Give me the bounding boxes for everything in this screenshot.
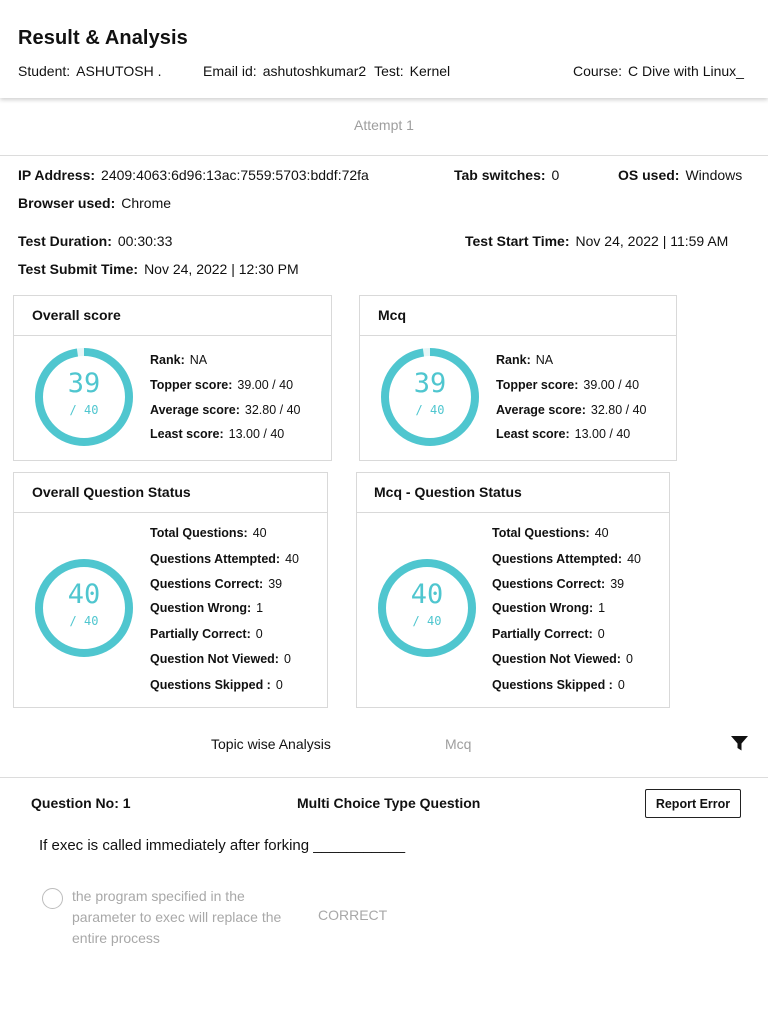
stat-total-questions: Total Questions: 40: [150, 526, 267, 540]
stat-rank: Rank: NA: [496, 353, 554, 367]
attempt-tab[interactable]: Attempt 1: [354, 117, 414, 133]
stat-skipped: Questions Skipped : 0: [492, 678, 625, 692]
ring-value: 40: [67, 579, 101, 610]
stat-average: Average score: 32.80 / 40: [150, 403, 301, 417]
overall-score-card: [13, 295, 332, 461]
stat-not-viewed: Question Not Viewed: 0: [150, 652, 291, 666]
tab-switches: [454, 167, 559, 183]
duration-value: 00:30:33: [117, 233, 173, 249]
topic-selector[interactable]: Mcq: [445, 736, 472, 752]
duration-label: Test Duration:: [18, 233, 112, 249]
test-label: Test:: [374, 63, 404, 79]
stat-skipped: Questions Skipped : 0: [150, 678, 283, 692]
score-ring: [33, 346, 135, 448]
question-number: Question No: 1: [31, 795, 131, 811]
stat-wrong: Question Wrong: 1: [150, 601, 264, 615]
stat-topper: Topper score: 39.00 / 40: [150, 378, 294, 392]
stat-not-viewed: Question Not Viewed: 0: [492, 652, 633, 666]
ring-total: / 40: [69, 614, 99, 628]
mcq-question-status-card: [356, 472, 670, 708]
stat-attempted: Questions Attempted: 40: [492, 552, 642, 566]
stat-partially-correct: Partially Correct: 0: [492, 627, 605, 641]
ip-label: IP Address:: [18, 167, 96, 183]
ring-total: / 40: [412, 614, 442, 628]
test-value: Kernel: [409, 63, 451, 79]
ring-value: 39: [67, 368, 101, 399]
stat-rank: Rank: NA: [150, 353, 208, 367]
attempt-bar: [0, 98, 768, 156]
ring-value: 39: [413, 368, 447, 399]
filter-icon[interactable]: [731, 736, 748, 751]
ring-total: / 40: [69, 403, 99, 417]
tab-switches-value: 0: [551, 167, 560, 183]
course-value: C Dive with Linux_: [628, 63, 744, 79]
stat-total-questions: Total Questions: 40: [492, 526, 609, 540]
stat-topper: Topper score: 39.00 / 40: [496, 378, 640, 392]
submit-value: Nov 24, 2022 | 12:30 PM: [144, 261, 299, 277]
option-text: the program specified in the parameter to exec will replace the entire process: [72, 888, 282, 946]
course-label: Course:: [573, 63, 623, 79]
stat-partially-correct: Partially Correct: 0: [150, 627, 263, 641]
card-title: Overall score: [14, 296, 331, 336]
option-status: CORRECT: [318, 907, 388, 923]
test-start-time: [465, 233, 728, 249]
course-info: [573, 63, 744, 79]
card-title: Mcq: [360, 296, 676, 336]
student-info: [18, 63, 161, 79]
test-submit-time: [18, 261, 299, 277]
report-error-button[interactable]: Report Error: [645, 789, 741, 818]
stat-least: Least score: 13.00 / 40: [496, 427, 631, 441]
test-duration: [18, 233, 172, 249]
stat-least: Least score: 13.00 / 40: [150, 427, 285, 441]
os-used: [618, 167, 742, 183]
stat-average: Average score: 32.80 / 40: [496, 403, 647, 417]
card-title: Overall Question Status: [14, 473, 327, 513]
stat-correct: Questions Correct: 39: [150, 577, 283, 591]
tab-switches-label: Tab switches:: [454, 167, 546, 183]
stat-wrong: Question Wrong: 1: [492, 601, 606, 615]
email-info: [203, 63, 450, 79]
browser-used: [18, 195, 171, 211]
ip-value: 2409:4063:6d96:13ac:7559:5703:bddf:72fa: [101, 167, 369, 183]
ring-total: / 40: [415, 403, 445, 417]
option-radio[interactable]: [42, 888, 63, 909]
card-title: Mcq - Question Status: [357, 473, 669, 513]
os-value: Windows: [685, 167, 743, 183]
question-type: Multi Choice Type Question: [297, 795, 481, 811]
page-title: Result & Analysis: [18, 27, 188, 49]
status-ring: [33, 557, 135, 659]
student-label: Student:: [18, 63, 71, 79]
page-header: [0, 0, 768, 98]
mcq-score-card: [359, 295, 677, 461]
email-value: ashutoshkumar2: [262, 63, 367, 79]
email-label: Email id:: [203, 63, 257, 79]
question-text: If exec is called immediately after forking ___________: [39, 837, 406, 854]
status-ring: [376, 557, 478, 659]
submit-label: Test Submit Time:: [18, 261, 139, 277]
browser-value: Chrome: [121, 195, 172, 211]
overall-question-status-card: [13, 472, 328, 708]
browser-label: Browser used:: [18, 195, 116, 211]
stat-correct: Questions Correct: 39: [492, 577, 625, 591]
stat-attempted: Questions Attempted: 40: [150, 552, 300, 566]
start-label: Test Start Time:: [465, 233, 570, 249]
ring-value: 40: [410, 579, 444, 610]
ip-address: [18, 167, 369, 183]
os-label: OS used:: [618, 167, 680, 183]
score-ring: [379, 346, 481, 448]
start-value: Nov 24, 2022 | 11:59 AM: [575, 233, 729, 249]
topic-analysis-bar: [0, 718, 768, 778]
topic-analysis-label: Topic wise Analysis: [211, 736, 331, 752]
student-value: ASHUTOSH .: [76, 63, 162, 79]
